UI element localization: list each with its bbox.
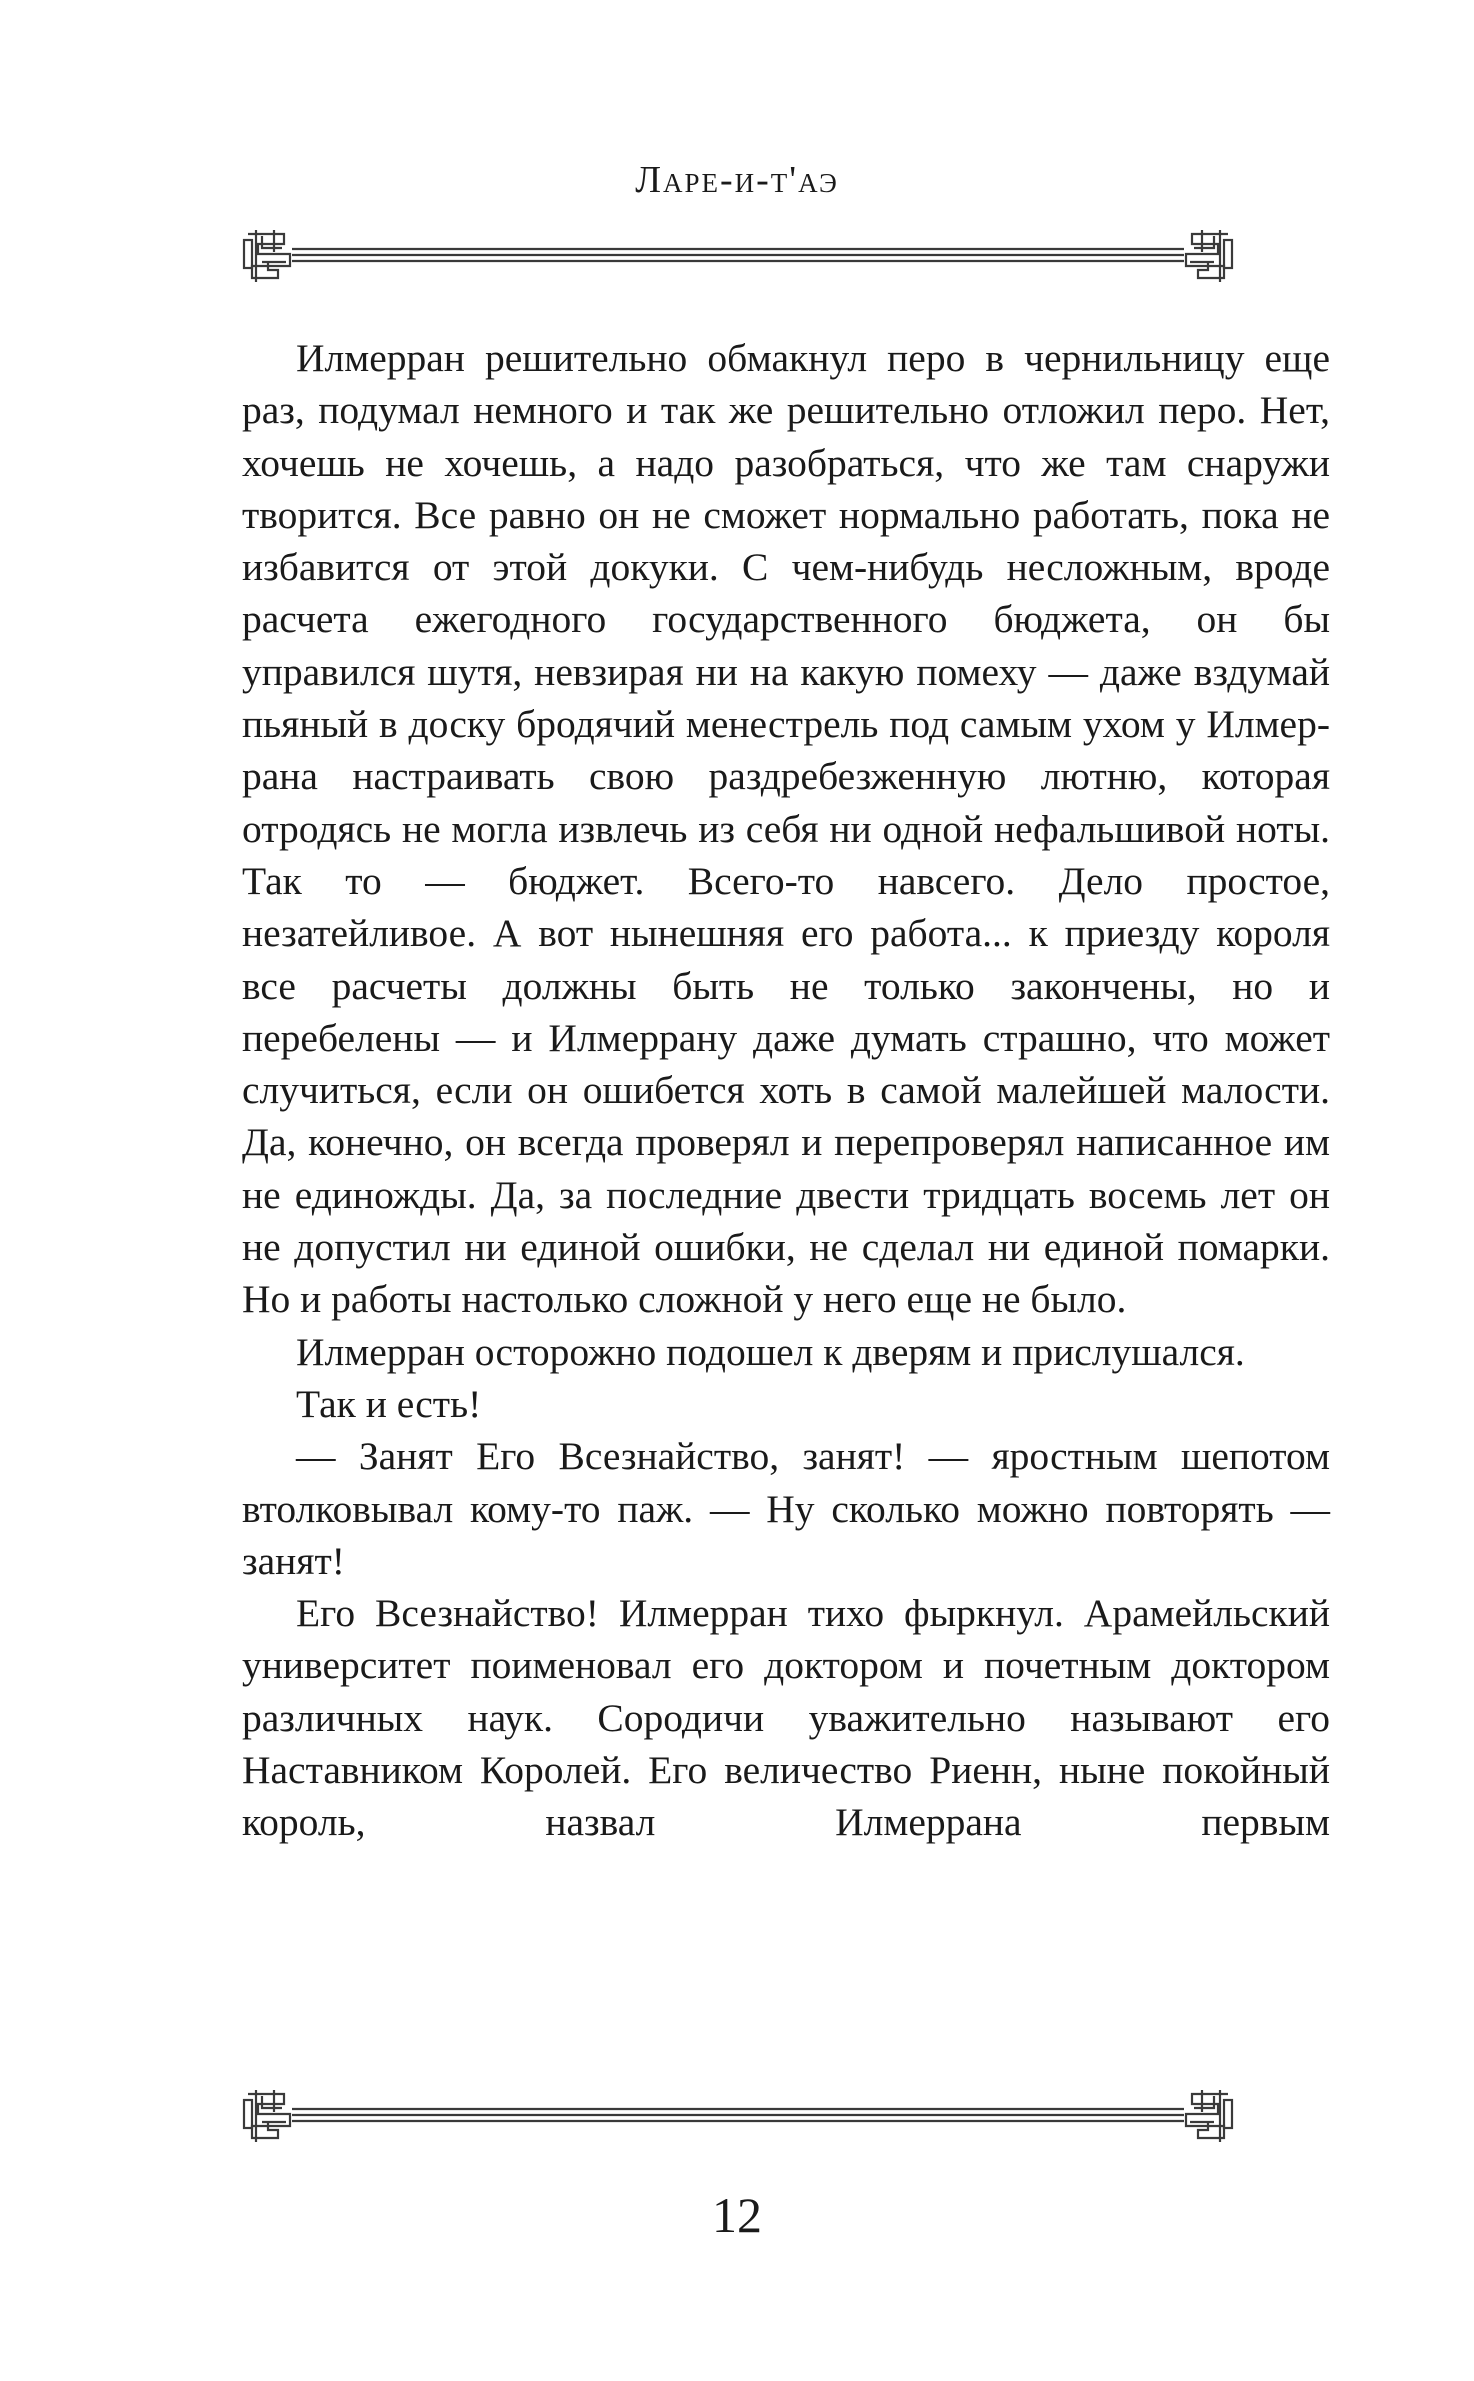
greek-key-border-icon <box>238 2082 1238 2152</box>
top-ornament-border <box>238 222 1238 292</box>
paragraph: Его Всезнайство! Илмерран тихо фыркнул. Арамейльский университет поименовал его доктором и почетным доктором различных наук. Сородичи уважительно называют его Наставником Королей. Его величество Риенн, ныне покойный король, назвал Илмеррана первым <box>242 1591 1330 1845</box>
paragraph: Илмерран решительно обмакнул перо в чернильницу еще раз, подумал немного и так же решительно отложил перо. Нет, хочешь не хочешь, а надо разобраться, что же там снаружи творится. Все равно он не сможет нормально работать, пока не избавится от этой докуки. С чем-нибудь несложным, вроде расчета ежегодного государственного бюджета, он бы управился шутя, невзирая ни на какую помеху — даже вздумай пьяный в доску бродячий менестрель под самым ухом у Илмеррана настраивать свою раздребезженную лютню, которая отродясь не могла извлечь из себя ни одной нефальшивой ноты. Так то — бюджет. Всего-то навсего. Дело простое, незатейливое. А вот нынешняя его работа... к приезду короля все расчеты должны быть не только закончены, но и перебелены — и Илмеррану даже думать страшно, что может случиться, если он ошибется хоть в самой малейшей малости. Да, конечно, он всегда проверял и перепроверял написанное им не единожды. Да, за последние двести тридцать восемь лет он не допустил ни единой ошибки, не сделал ни единой помарки. Но и работы настолько сложной у него еще не было. <box>242 336 1330 1322</box>
paragraph: — Занят Его Всезнайство, занят! — яростным шепотом втолковывал кому-то паж. — Ну сколько можно повторять — занят! <box>242 1434 1330 1583</box>
paragraph: Так и есть! <box>296 1381 482 1426</box>
page-number: 12 <box>712 2187 762 2243</box>
greek-key-border-icon <box>238 222 1238 292</box>
page-body-text <box>242 332 1330 1849</box>
paragraph: Илмерран осторожно подошел к дверям и прислушался. <box>296 1329 1245 1374</box>
bottom-ornament-border <box>238 2082 1238 2152</box>
running-title: Ларе-и-т'аэ <box>635 159 839 201</box>
